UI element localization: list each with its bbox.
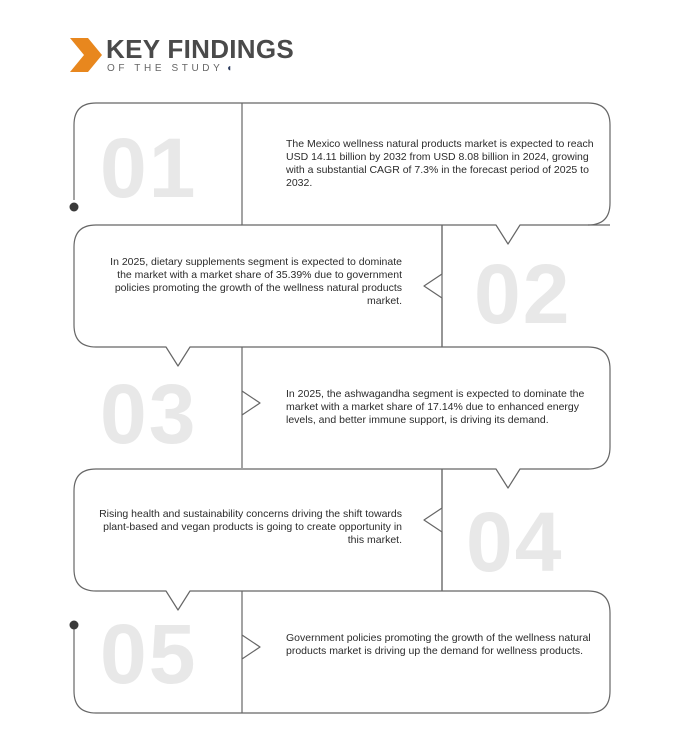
finding-1-number: 01 [100,121,198,215]
finding-5-number: 05 [100,607,198,701]
finding-4-number: 04 [466,495,564,589]
finding-3-number: 03 [100,367,198,461]
timeline-dot-start [70,203,79,212]
timeline-dot-end [70,621,79,630]
finding-4-text: Rising health and sustainability concerns driving the shift towards plant-based and vegan products is going to create opportunity in this market. [99,508,402,546]
finding-2-number: 02 [474,247,572,341]
page-subtitle: OF THE STUDY ◖ [107,63,233,74]
finding-3-text: In 2025, the ashwagandha segment is expected to dominate the market with a market share of 17.14% due to enhanced energy levels, and better immune support, is driving its demand. [286,388,585,426]
finding-5-text: Government policies promoting the growth of the wellness natural products market is driving up the demand for wellness products. [286,632,591,657]
finding-2-text: In 2025, dietary supplements segment is expected to dominate the market with a market share of 35.39% due to government policies promoting the growth of the wellness natural products market. [110,256,402,307]
page-title: KEY FINDINGS [106,34,295,64]
finding-1-text: The Mexico wellness natural products market is expected to reach USD 14.11 billion by 2032 from USD 8.08 billion in 2024, growing with a substantial CAGR of 7.3% in the forecast period of 2025 to 2032. [286,138,594,189]
